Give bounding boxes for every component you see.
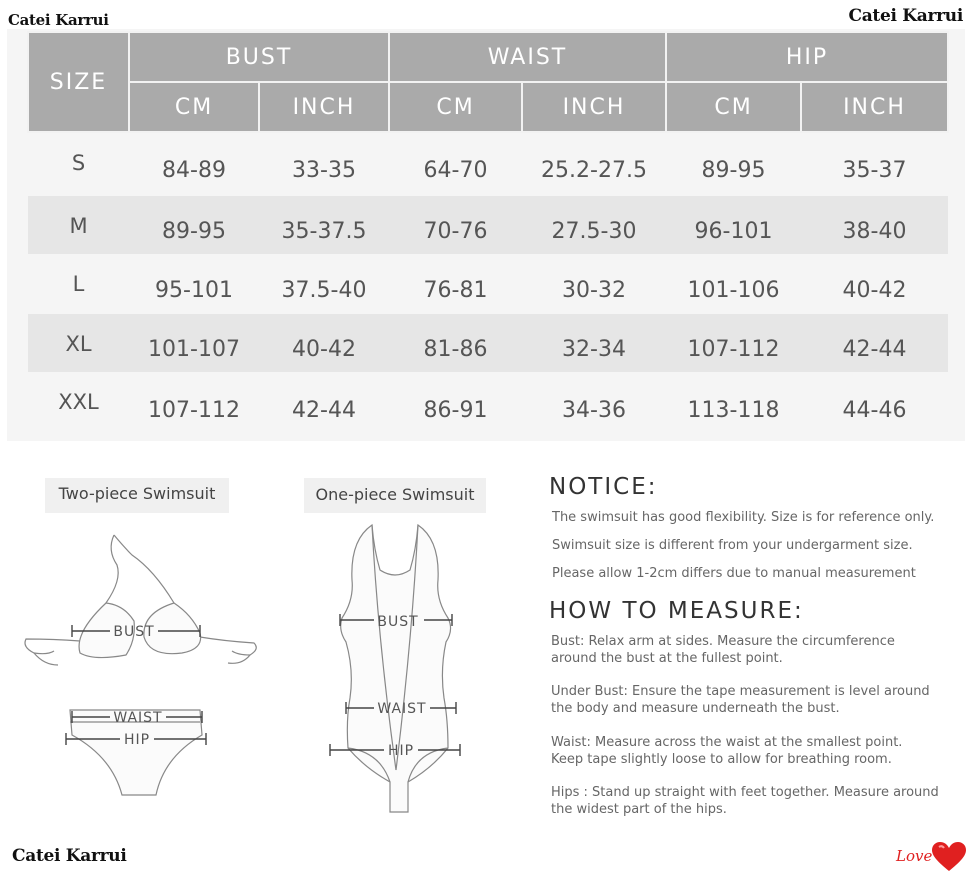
measure-line: Under Bust: Ensure the tape measurement is level around — [551, 684, 930, 699]
table-cell: 76-81 — [423, 277, 488, 303]
one-piece-illustration — [320, 520, 470, 820]
table-cell: 32-34 — [522, 314, 666, 372]
table-cell: 35-37.5 — [259, 196, 389, 254]
size-label: M — [28, 196, 129, 254]
size-label: XL — [28, 314, 129, 372]
table-cell: 27.5-30 — [522, 196, 666, 254]
table-cell: 101-106 — [687, 277, 780, 303]
brand-logo-top-left: Catei Karrui — [8, 11, 109, 29]
two-piece-hip-label: HIP — [123, 732, 151, 748]
table-cell: 42-44 — [292, 397, 356, 423]
measure-line: the widest part of the hips. — [551, 802, 727, 817]
table-cell: 113-118 — [687, 397, 780, 423]
table-row — [28, 314, 948, 372]
table-cell: 101-107 — [129, 314, 259, 372]
measure-instruction-bust — [551, 633, 951, 667]
measure-line: the body and measure underneath the bust. — [551, 701, 840, 716]
notice-line: Please allow 1-2cm differs due to manual measurement — [552, 566, 916, 581]
table-cell: 81-86 — [389, 314, 522, 372]
table-cell: 35-37 — [842, 158, 907, 183]
table-cell: 38-40 — [801, 196, 948, 254]
measure-line: Bust: Relax arm at sides. Measure the circumference — [551, 634, 895, 649]
unit-header: CM — [666, 82, 801, 132]
measure-line: Hips : Stand up straight with feet together. Measure around — [551, 785, 939, 800]
how-to-measure-heading: HOW TO MEASURE: — [549, 598, 804, 624]
one-piece-caption: One-piece Swimsuit — [304, 478, 486, 513]
table-cell: 40-42 — [842, 277, 907, 303]
measure-line: around the bust at the fullest point. — [551, 651, 783, 666]
brand-logo-top-right: Catei Karrui — [848, 6, 963, 26]
table-cell: 96-101 — [666, 196, 801, 254]
size-label: L — [72, 272, 85, 296]
table-cell: 95-101 — [155, 277, 233, 303]
size-label: XXL — [58, 390, 99, 414]
table-cell: 44-46 — [842, 397, 907, 423]
unit-header: CM — [129, 82, 259, 132]
unit-header: INCH — [522, 82, 666, 132]
hip-group-header: HIP — [666, 32, 948, 82]
measure-line: Waist: Measure across the waist at the smallest point. — [551, 735, 903, 750]
table-cell: 37.5-40 — [281, 277, 367, 303]
table-row — [28, 254, 948, 314]
table-cell: 30-32 — [562, 277, 626, 303]
table-row — [28, 372, 948, 436]
one-piece-waist-label: WAIST — [377, 701, 427, 717]
table-cell: 33-35 — [292, 158, 356, 183]
table-cell: 34-36 — [562, 397, 626, 423]
love-text: Love — [896, 847, 933, 865]
two-piece-waist-label: WAIST — [113, 710, 163, 726]
table-cell: 107-112 — [148, 397, 240, 423]
unit-header: INCH — [801, 82, 948, 132]
table-cell: 84-89 — [162, 158, 226, 183]
notice-heading: NOTICE: — [549, 474, 658, 500]
notice-line: The swimsuit has good flexibility. Size is for reference only. — [552, 510, 935, 525]
table-cell: 89-95 — [701, 158, 766, 183]
brand-logo-bottom-left: Catei Karrui — [12, 846, 127, 866]
bust-group-header: BUST — [129, 32, 389, 82]
measure-instruction-hips — [551, 784, 951, 818]
table-cell: 86-91 — [423, 397, 488, 423]
one-piece-bust-label: BUST — [377, 614, 419, 630]
table-cell: 64-70 — [423, 158, 488, 183]
measure-instruction-under-bust — [551, 683, 951, 717]
two-piece-illustration — [14, 525, 264, 825]
one-piece-hip-label: HIP — [387, 743, 415, 759]
table-row — [28, 132, 948, 196]
unit-header: CM — [389, 82, 522, 132]
two-piece-bust-label: BUST — [113, 624, 155, 640]
size-label: S — [71, 151, 86, 175]
size-chart-table — [27, 31, 949, 436]
heart-icon — [930, 840, 968, 878]
two-piece-caption: Two-piece Swimsuit — [45, 478, 229, 513]
waist-group-header: WAIST — [389, 32, 666, 82]
table-row — [28, 196, 948, 254]
size-column-header: SIZE — [28, 32, 129, 132]
table-cell: 42-44 — [801, 314, 948, 372]
table-cell: 89-95 — [129, 196, 259, 254]
measure-line: Keep tape slightly loose to allow for breathing room. — [551, 752, 892, 767]
table-cell: 25.2-27.5 — [541, 158, 647, 183]
measure-instruction-waist — [551, 734, 951, 768]
unit-header: INCH — [259, 82, 389, 132]
table-cell: 70-76 — [389, 196, 522, 254]
table-cell: 40-42 — [259, 314, 389, 372]
notice-line: Swimsuit size is different from your undergarment size. — [552, 538, 913, 553]
table-cell: 107-112 — [666, 314, 801, 372]
